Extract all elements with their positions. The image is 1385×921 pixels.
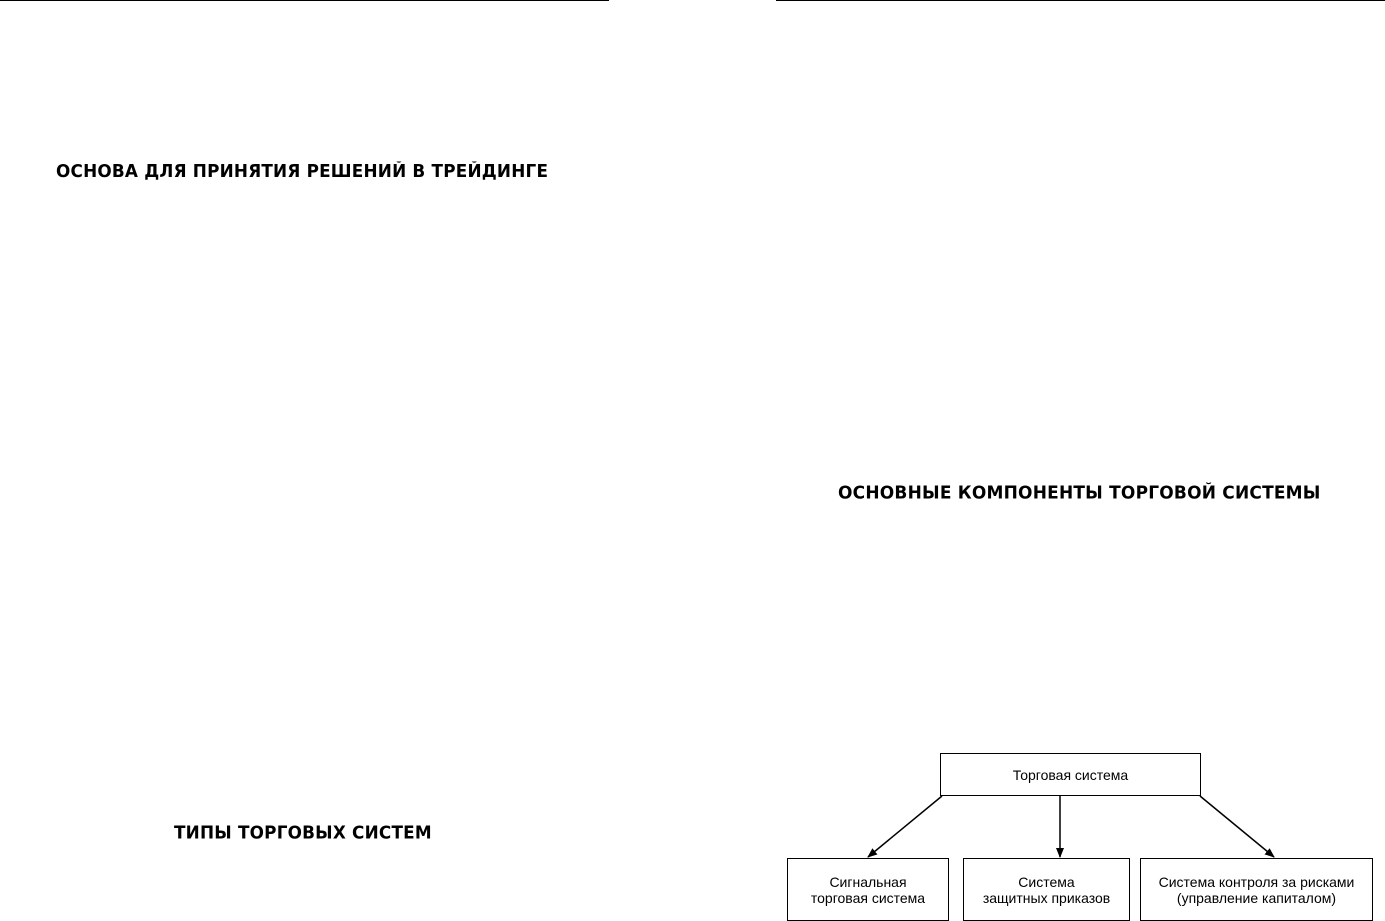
node-protective-orders-line1: Система [1018,873,1075,890]
node-signal-system [787,858,949,921]
arrow-to-risk-control [1200,796,1274,857]
node-protective-orders [963,858,1130,921]
node-protective-orders-line2: защитных приказов [982,889,1111,906]
node-trading-system [940,753,1201,796]
node-risk-control [1140,858,1373,921]
heading-decision-basis: ОСНОВА ДЛЯ ПРИНЯТИЯ РЕШЕНИЙ В ТРЕЙДИНГЕ [56,161,549,182]
heading-system-types: ТИПЫ ТОРГОВЫХ СИСТЕМ [174,822,432,843]
top-rule-left [0,0,609,1]
top-rule-right [776,0,1385,1]
arrow-to-signal-system [868,796,942,857]
node-risk-control-line2: (управление капиталом) [1176,889,1337,906]
node-signal-system-line1: Сигнальная [829,873,907,890]
heading-system-components: ОСНОВНЫЕ КОМПОНЕНТЫ ТОРГОВОЙ СИСТЕМЫ [838,482,1321,503]
node-risk-control-line1: Система контроля за рисками [1158,873,1355,890]
node-signal-system-line2: торговая система [810,889,926,906]
node-trading-system-label: Торговая система [1012,766,1129,783]
